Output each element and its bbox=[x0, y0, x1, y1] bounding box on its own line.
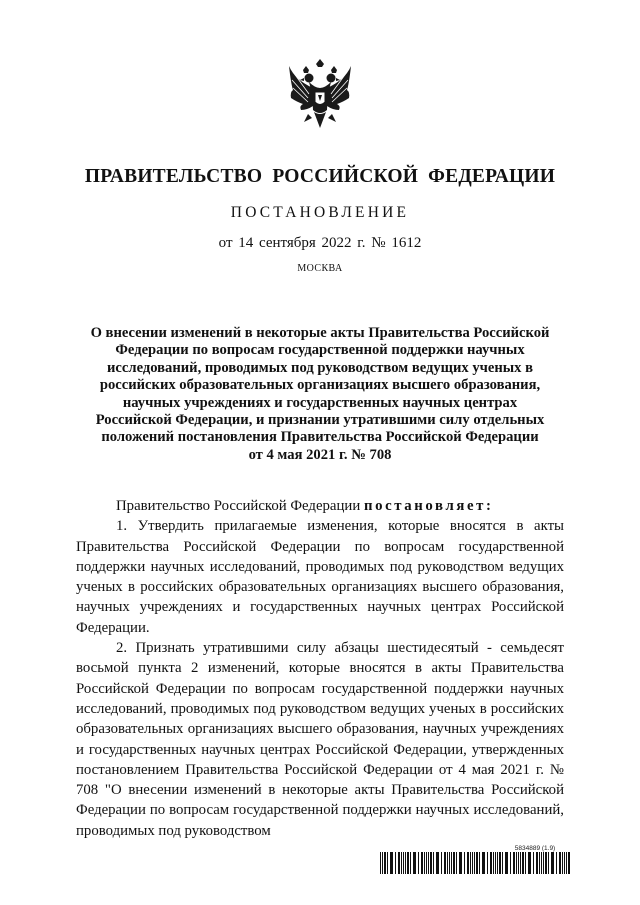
barcode-bar bbox=[516, 852, 517, 874]
barcode-bar bbox=[395, 852, 396, 874]
government-title: ПРАВИТЕЛЬСТВО РОССИЙСКОЙ ФЕДЕРАЦИИ bbox=[84, 166, 556, 187]
barcode-bar bbox=[451, 852, 452, 874]
barcode-bar bbox=[398, 852, 400, 874]
barcode-bar bbox=[533, 852, 534, 874]
barcode-bar bbox=[476, 852, 478, 874]
document-city: МОСКВА bbox=[297, 263, 343, 274]
barcode-bar bbox=[410, 852, 411, 874]
paragraph-2: 2. Признать утратившими силу абзацы шестидесятый - семьдесят восьмой пункта 2 изменений, которые вносятся в акты Правительства Российской Федерации по вопросам государственной поддержки научных исследований, проводимых под руководством ведущих ученых в российских образовательных организациях высшего образования, научных учреждениях и государственных научных центрах Российской Федерации, утвержденных постановлением Правительства Российской Федерации от 4 мая 2021 г. № 708 "О внесении изменений в некоторые акты Правительства Российской Федерации по вопросам государственной поддержки научных исследований, проводимых под руководством bbox=[76, 640, 564, 839]
barcode-bar bbox=[559, 852, 561, 874]
barcode-bar bbox=[403, 852, 404, 874]
barcode-bar bbox=[456, 852, 457, 874]
barcode-bar bbox=[418, 852, 419, 874]
barcode-bar bbox=[401, 852, 402, 874]
barcode-bar bbox=[441, 852, 442, 874]
barcode-bar bbox=[539, 852, 540, 874]
barcode-bar bbox=[536, 852, 538, 874]
barcode-bar bbox=[522, 852, 524, 874]
intro-paragraph bbox=[76, 496, 564, 516]
document-subject bbox=[76, 325, 564, 464]
barcode-bar bbox=[428, 852, 429, 874]
barcode-bar bbox=[384, 852, 386, 874]
barcode-bar bbox=[387, 852, 388, 874]
barcode-bar bbox=[474, 852, 475, 874]
subject-line: исследований, проводимых под руководством ведущих ученых в bbox=[107, 359, 533, 376]
barcode-bar bbox=[487, 852, 488, 874]
barcode-bar bbox=[541, 852, 542, 874]
barcode-bar bbox=[479, 852, 480, 874]
barcode-bar bbox=[490, 852, 492, 874]
intro-resolves: постановляет: bbox=[363, 498, 494, 514]
barcode-bar bbox=[459, 852, 462, 874]
barcode-bar bbox=[525, 852, 526, 874]
barcode-bar bbox=[447, 852, 448, 874]
barcode-bar bbox=[564, 852, 565, 874]
subject-line: от 4 мая 2021 г. № 708 bbox=[248, 446, 392, 463]
subject-line: положений постановления Правительства Российской Федерации bbox=[101, 429, 539, 446]
barcode-bar bbox=[568, 852, 570, 874]
barcode-bar bbox=[520, 852, 521, 874]
subject-line: научных учреждениях и государственных научных центрах bbox=[122, 394, 518, 411]
barcode-bar bbox=[436, 852, 439, 874]
barcode-bar bbox=[566, 852, 567, 874]
barcode-bar bbox=[499, 852, 501, 874]
barcode-bar bbox=[444, 852, 446, 874]
barcode-bar bbox=[545, 852, 547, 874]
paragraph-1: 1. Утвердить прилагаемые изменения, которые вносятся в акты Правительства Российской Федерации по вопросам государственной поддержки научных исследований, проводимых под руководством ведущих ученых в российских образовательных организациях высшего образования, научных учреждениях и государственных научных центрах Российской Федерации. bbox=[76, 518, 564, 636]
barcode-bar bbox=[510, 852, 511, 874]
subject-line: Федерации по вопросам государственной поддержки научных bbox=[115, 342, 525, 359]
barcode-bar bbox=[472, 852, 473, 874]
document-body bbox=[76, 496, 564, 841]
subject-line: Российской Федерации, и признании утратившими силу отдельных bbox=[95, 412, 545, 429]
barcode-bar bbox=[502, 852, 503, 874]
barcode-bar bbox=[493, 852, 494, 874]
barcode-bar bbox=[407, 852, 409, 874]
barcode-bar bbox=[505, 852, 508, 874]
barcode-bar bbox=[426, 852, 427, 874]
barcode-bar bbox=[548, 852, 549, 874]
barcode-bar bbox=[543, 852, 544, 874]
document-stamp: 5834889 (1.9) bbox=[514, 845, 556, 852]
barcode-bar bbox=[497, 852, 498, 874]
barcode-bar bbox=[424, 852, 425, 874]
barcode-bar bbox=[390, 852, 393, 874]
barcode-bar bbox=[495, 852, 496, 874]
barcode-bar bbox=[551, 852, 554, 874]
barcode-bar bbox=[430, 852, 432, 874]
barcode-bar bbox=[421, 852, 423, 874]
barcode-bar bbox=[482, 852, 485, 874]
barcode-bar bbox=[449, 852, 450, 874]
barcode-bar bbox=[464, 852, 465, 874]
barcode-icon bbox=[380, 852, 570, 874]
document-date-number: от 14 сентября 2022 г. № 1612 bbox=[218, 235, 422, 251]
barcode-bar bbox=[382, 852, 383, 874]
barcode-bar bbox=[433, 852, 434, 874]
intro-prefix: Правительство Российской Федерации bbox=[116, 498, 364, 514]
barcode-bar bbox=[528, 852, 531, 874]
barcode-bar bbox=[562, 852, 563, 874]
barcode-bar bbox=[405, 852, 406, 874]
double-headed-eagle-icon bbox=[287, 58, 353, 132]
document-type: ПОСТАНОВЛЕНИЕ bbox=[230, 204, 410, 221]
barcode-bar bbox=[453, 852, 455, 874]
barcode-bar bbox=[556, 852, 557, 874]
barcode-bar bbox=[470, 852, 471, 874]
barcode-bar bbox=[518, 852, 519, 874]
barcode-bar bbox=[467, 852, 469, 874]
subject-line: О внесении изменений в некоторые акты Правительства Российской bbox=[90, 325, 550, 341]
barcode-bar bbox=[380, 852, 381, 874]
subject-line: российских образовательных организациях высшего образования, bbox=[99, 377, 541, 394]
barcode-bar bbox=[413, 852, 416, 874]
barcode-bar bbox=[513, 852, 515, 874]
